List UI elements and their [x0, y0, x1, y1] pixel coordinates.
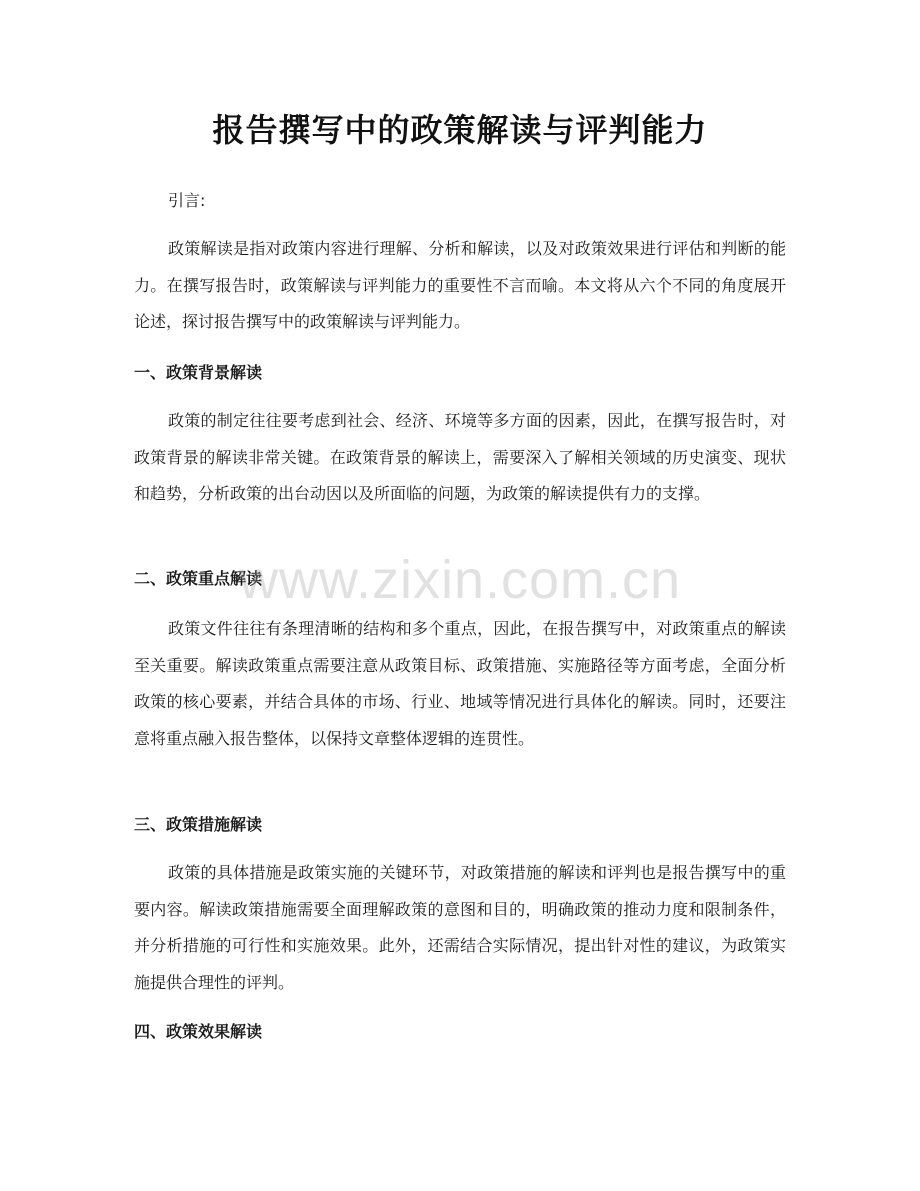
- section-paragraph-focus: 政策文件往往有条理清晰的结构和多个重点，因此，在报告撰写中，对政策重点的解读至关重要。解读政策重点需要注意从政策目标、政策措施、实施路径等方面考虑，全面分析政策的核心要素，并结合具体的市场、行业、地域等情况进行具体化的解读。同时，还要注意将重点融入报告整体，以保持文章整体逻辑的连贯性。: [134, 619, 786, 748]
- section-paragraph-measures: 政策的具体措施是政策实施的关键环节，对政策措施的解读和评判也是报告撰写中的重要内容。解读政策措施需要全面理解政策的意图和目的，明确政策的推动力度和限制条件，并分析措施的可行性和实施效果。此外，还需结合实际情况，提出针对性的建议，为政策实施提供合理性的评判。: [134, 863, 786, 992]
- section-heading-measures: 三、政策措施解读: [134, 815, 263, 834]
- section-heading-focus: 二、政策重点解读: [134, 569, 263, 588]
- watermark-text: www.zixin.com.cn: [238, 550, 682, 610]
- intro-paragraph: 政策解读是指对政策内容进行理解、分析和解读，以及对政策效果进行评估和判断的能力。在撰写报告时，政策解读与评判能力的重要性不言而喻。本文将从六个不同的角度展开论述，探讨报告撰写中的政策解读与评判能力。: [134, 239, 786, 331]
- section-paragraph-background: 政策的制定往往要考虑到社会、经济、环境等多方面的因素，因此，在撰写报告时，对政策背景的解读非常关键。在政策背景的解读上，需要深入了解相关领域的历史演变、现状和趋势，分析政策的出台动因以及所面临的问题，为政策的解读提供有力的支撑。: [134, 411, 786, 503]
- document-title: 报告撰写中的政策解读与评判能力: [212, 111, 708, 149]
- section-heading-effects: 四、政策效果解读: [134, 1022, 263, 1041]
- intro-label: 引言:: [168, 191, 206, 210]
- section-heading-background: 一、政策背景解读: [134, 363, 263, 382]
